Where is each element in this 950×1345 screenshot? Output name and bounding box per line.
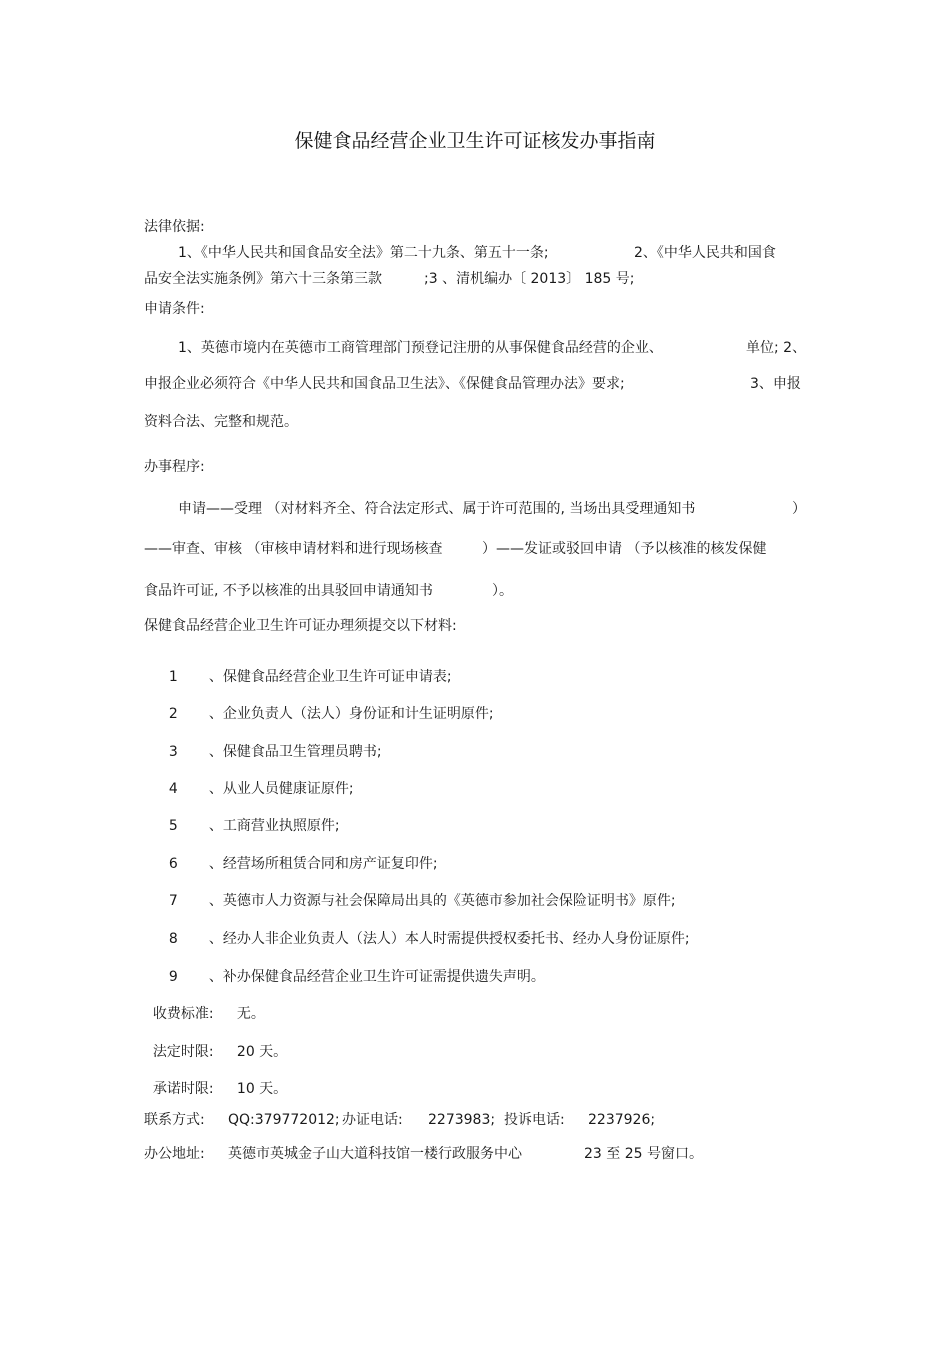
complaint-phone-value: 2237926; xyxy=(588,1112,656,1128)
materials-item-5 xyxy=(160,805,340,833)
address-value: 英德市英城金子山大道科技馆一楼行政服务中心 xyxy=(228,1146,522,1162)
item-number: 9 xyxy=(168,969,178,985)
office-phone-value: 2273983; xyxy=(428,1112,496,1128)
procedure-line1-a: 申请——受理 （对材料齐全、符合法定形式、属于许可范围的, 当场出具受理通知书 xyxy=(178,501,696,517)
legal-limit-label: 法定时限: xyxy=(152,1044,214,1060)
promise-limit-value: 10 天。 xyxy=(236,1081,288,1097)
fees-row xyxy=(144,993,265,1021)
legal-basis-line2-b: ;3 、清机编办〔 2013〕 185 号; xyxy=(424,271,635,287)
procedure-line3-a: 食品许可证, 不予以核准的出具驳回申请通知书 xyxy=(144,583,433,599)
item-number: 6 xyxy=(168,856,178,872)
legal-basis-heading: 法律依据: xyxy=(144,219,205,235)
conditions-line2-b: 3、申报 xyxy=(750,376,801,392)
promise-limit-row xyxy=(144,1068,287,1096)
materials-item-9 xyxy=(160,956,545,984)
contact-qq: QQ:379772012; xyxy=(228,1112,340,1128)
fees-value: 无。 xyxy=(236,1006,265,1022)
fees-label: 收费标准: xyxy=(152,1006,214,1022)
materials-item-3 xyxy=(160,731,382,759)
procedure-line2-b: ）——发证或驳回申请 （予以核准的核发保健 xyxy=(482,541,767,557)
item-number: 7 xyxy=(168,893,178,909)
item-number: 4 xyxy=(168,781,178,797)
conditions-line3: 资料合法、完整和规范。 xyxy=(144,414,298,430)
materials-item-7 xyxy=(160,880,676,908)
conditions-heading: 申请条件: xyxy=(144,301,205,317)
materials-item-2 xyxy=(160,693,494,721)
item-number: 2 xyxy=(168,706,178,722)
item-number: 1 xyxy=(168,669,178,685)
item-text: 、保健食品卫生管理员聘书; xyxy=(208,744,382,760)
conditions-line1-b: 单位; 2、 xyxy=(746,340,807,356)
item-text: 、经营场所租赁合同和房产证复印件; xyxy=(208,856,438,872)
item-number: 8 xyxy=(168,931,178,947)
materials-item-6 xyxy=(160,843,438,871)
legal-basis-line1-a: 1、《中华人民共和国食品安全法》第二十九条、第五十一条; xyxy=(178,245,549,261)
legal-basis-line2-a: 品安全法实施条例》第六十三条第三款 xyxy=(144,271,382,287)
conditions-line1-a: 1、英德市境内在英德市工商管理部门预登记注册的从事保健食品经营的企业、 xyxy=(178,340,663,356)
item-number: 3 xyxy=(168,744,178,760)
contact-label: 联系方式: xyxy=(144,1112,205,1128)
legal-limit-value: 20 天。 xyxy=(236,1044,288,1060)
procedure-line2-a: ——审查、审核 （审核申请材料和进行现场核查 xyxy=(144,541,443,557)
procedure-heading: 办事程序: xyxy=(144,459,205,475)
materials-heading: 保健食品经营企业卫生许可证办理须提交以下材料: xyxy=(144,618,457,634)
materials-item-4 xyxy=(160,768,354,796)
materials-item-8 xyxy=(160,918,690,946)
page-title: 保健食品经营企业卫生许可证核发办事指南 xyxy=(294,130,656,152)
address-label: 办公地址: xyxy=(144,1146,205,1162)
conditions-line2-a: 申报企业必须符合《中华人民共和国食品卫生法》、《保健食品管理办法》要求; xyxy=(144,376,625,392)
item-text: 、企业负责人（法人）身份证和计生证明原件; xyxy=(208,706,494,722)
office-phone-label: 办证电话: xyxy=(342,1112,403,1128)
legal-basis-line1-b: 2、《中华人民共和国食 xyxy=(634,245,776,261)
legal-limit-row xyxy=(144,1031,287,1059)
promise-limit-label: 承诺时限: xyxy=(152,1081,214,1097)
item-text: 、工商营业执照原件; xyxy=(208,818,340,834)
procedure-line3-b: ）。 xyxy=(492,583,513,599)
materials-item-1 xyxy=(160,656,452,684)
item-text: 、补办保健食品经营企业卫生许可证需提供遗失声明。 xyxy=(208,969,545,985)
procedure-line1-b: ） xyxy=(792,501,806,517)
complaint-phone-label: 投诉电话: xyxy=(504,1112,565,1128)
address-window: 23 至 25 号窗口。 xyxy=(584,1146,703,1162)
item-text: 、经办人非企业负责人（法人）本人时需提供授权委托书、经办人身份证原件; xyxy=(208,931,690,947)
item-number: 5 xyxy=(168,818,178,834)
item-text: 、从业人员健康证原件; xyxy=(208,781,354,797)
item-text: 、保健食品经营企业卫生许可证申请表; xyxy=(208,669,452,685)
item-text: 、英德市人力资源与社会保障局出具的《英德市参加社会保险证明书》原件; xyxy=(208,893,676,909)
